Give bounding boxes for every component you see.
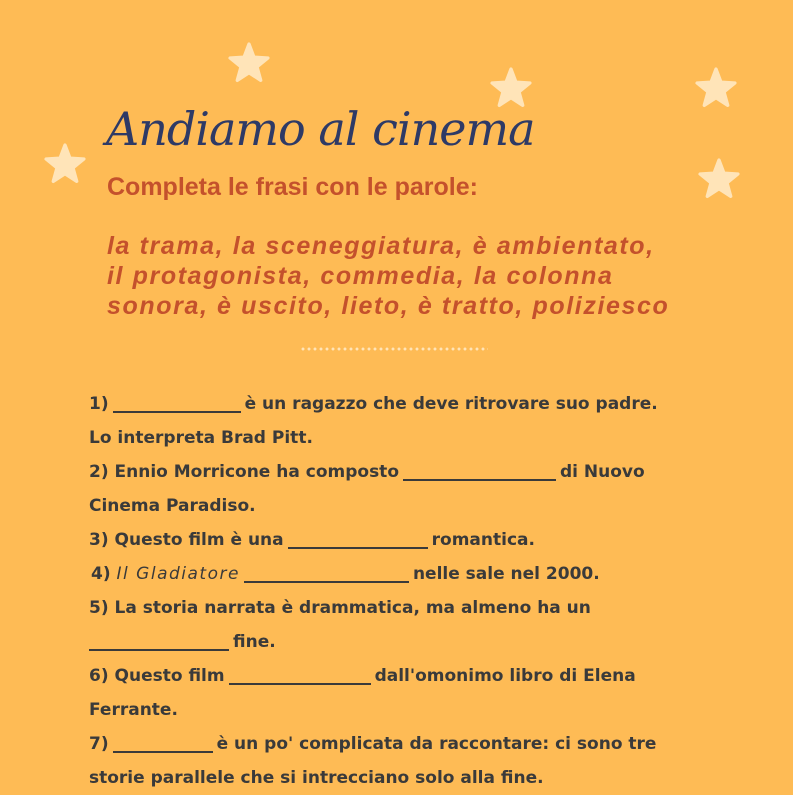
- question-text: di Nuovo: [560, 462, 645, 482]
- star-icon: [44, 143, 86, 185]
- question-text: è un ragazzo che deve ritrovare suo padre.: [244, 394, 658, 414]
- question-7-continuation: storie parallele che si intrecciano solo alla fine.: [89, 768, 544, 788]
- word-bank: [107, 231, 767, 321]
- question-text: dall'omonimo libro di Elena: [374, 666, 636, 686]
- film-title: Il Gladiatore: [116, 564, 240, 584]
- question-6-continuation: Ferrante.: [89, 700, 178, 720]
- question-text: 2) Ennio Morricone ha composto: [89, 462, 399, 482]
- question-number: 7): [89, 734, 109, 754]
- dotted-divider: [300, 347, 488, 351]
- star-icon: [698, 158, 740, 200]
- answer-blank[interactable]: [113, 391, 241, 413]
- question-text: è un po' complicata da raccontare: ci sono tre: [216, 734, 657, 754]
- answer-blank[interactable]: [229, 663, 371, 685]
- question-5: 5) La storia narrata è drammatica, ma almeno ha un: [89, 598, 591, 618]
- question-number: 1): [89, 394, 109, 414]
- question-1: [89, 387, 769, 421]
- question-5-continuation: [89, 625, 769, 659]
- question-3: [89, 523, 769, 557]
- word-bank-line: la trama, la sceneggiatura, è ambientato,: [107, 232, 655, 260]
- answer-blank[interactable]: [288, 527, 428, 549]
- answer-blank[interactable]: [113, 731, 213, 753]
- question-6: [89, 659, 769, 693]
- question-text: 6) Questo film: [89, 666, 225, 686]
- question-4: [89, 557, 769, 591]
- question-2-continuation: Cinema Paradiso.: [89, 496, 256, 516]
- question-text: fine.: [233, 632, 276, 652]
- instructions-subtitle: Completa le frasi con le parole:: [107, 173, 478, 201]
- star-icon: [695, 67, 737, 109]
- answer-blank[interactable]: [244, 561, 409, 583]
- exercise-list: [89, 387, 769, 795]
- question-text: nelle sale nel 2000.: [412, 564, 600, 584]
- question-1-continuation: Lo interpreta Brad Pitt.: [89, 428, 313, 448]
- answer-blank[interactable]: [89, 629, 229, 651]
- page-title: Andiamo al cinema: [106, 102, 535, 156]
- question-text: 3) Questo film è una: [89, 530, 284, 550]
- question-7: [89, 727, 769, 761]
- question-text: romantica.: [431, 530, 535, 550]
- question-2: [89, 455, 769, 489]
- question-number: 4): [91, 564, 111, 584]
- word-bank-line: il protagonista, commedia, la colonna: [107, 262, 614, 290]
- word-bank-line: sonora, è uscito, lieto, è tratto, poliziesco: [107, 292, 670, 320]
- star-icon: [228, 42, 270, 84]
- answer-blank[interactable]: [403, 459, 556, 481]
